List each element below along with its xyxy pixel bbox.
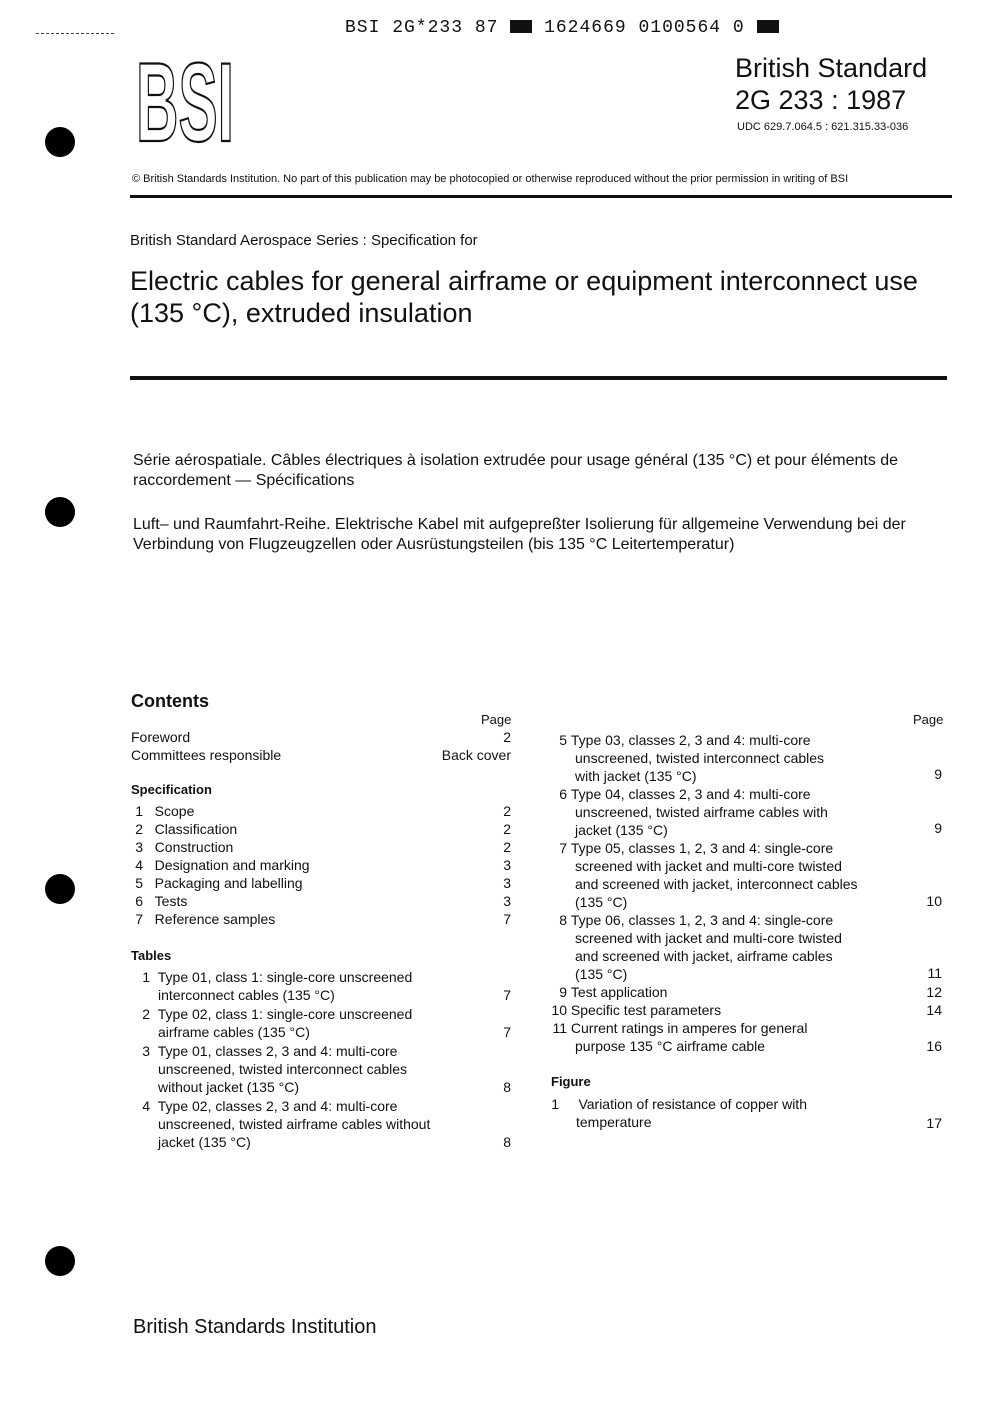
- bsi-logo: [136, 40, 234, 165]
- table-entry: 5 Type 03, classes 2, 3 and 4: multi-core unscreened, twisted interconnect cables with jacket (135 °C): [559, 732, 825, 784]
- udc-code: UDC 629.7.064.5 : 621.315.33-036: [737, 121, 909, 133]
- title-divider: [130, 376, 947, 380]
- table-entry: 2 Type 02, class 1: single-core unscreened airframe cables (135 °C): [142, 1006, 413, 1040]
- header-serial: 1624669 0100564 0: [544, 18, 745, 38]
- divider: [130, 195, 952, 198]
- german-title: Luft– und Raumfahrt-Reihe. Elektrische Kabel mit aufgepreßter Isolierung für allgemeine Verwendung bei der Verbindung von Flugzeugzellen oder Ausrüstungsteilen (bis 135 °C Leitertemperatur): [133, 516, 906, 553]
- spec-entry: 4 Designation and marking: [135, 857, 310, 873]
- spec-pages: 2 2 2 3 3 3 7: [503, 803, 511, 927]
- logo-text: BSI: [136, 40, 234, 165]
- publisher-footer: British Standards Institution: [133, 1316, 377, 1338]
- page-column-heading: Page: [913, 712, 944, 727]
- toc-page: 16: [926, 1038, 942, 1054]
- tables-heading: Tables: [131, 948, 172, 963]
- spec-heading: Specification: [131, 782, 212, 797]
- spec-entry: 3 Construction: [135, 839, 234, 855]
- scan-artifact-line: [36, 33, 114, 34]
- table-entry: 3 Type 01, classes 2, 3 and 4: multi-core unscreened, twisted interconnect cables without jacket (135 °C): [142, 1043, 408, 1095]
- punch-hole: [45, 127, 75, 157]
- toc-page: 8: [503, 1079, 511, 1095]
- series-line: British Standard Aerospace Series : Specification for: [130, 232, 478, 249]
- header-code: BSI 2G*233 87: [345, 18, 499, 38]
- spec-entry: 1 Scope: [135, 803, 195, 819]
- contents-heading: Contents: [131, 691, 209, 711]
- standard-number: 2G 233 : 1987: [735, 85, 907, 115]
- spec-entry: 7 Reference samples: [135, 911, 276, 927]
- table-entry: 7 Type 05, classes 1, 2, 3 and 4: single-core screened with jacket and multi-core twisted and screened with jacket, interconnect cables (135 °C): [559, 840, 858, 910]
- copyright-notice: © British Standards Institution. No part of this publication may be photocopied or otherwise reproduced without the prior permission in writing of BSI: [132, 173, 849, 185]
- toc-page: 2: [503, 729, 511, 745]
- table-entry: 11 Current ratings in amperes for general purpose 135 °C airframe cable: [552, 1020, 808, 1054]
- page-column-heading: Page: [481, 712, 512, 727]
- punch-hole: [45, 1246, 75, 1276]
- toc-page: 9: [934, 766, 942, 782]
- spec-entry: 6 Tests: [135, 893, 188, 909]
- spec-entry: 2 Classification: [135, 821, 238, 837]
- table-entry: 10 Specific test parameters: [551, 1002, 722, 1018]
- toc-entry: Foreword: [131, 729, 191, 745]
- spec-entry: 5 Packaging and labelling: [135, 875, 303, 891]
- french-title: Série aérospatiale. Câbles électriques à isolation extrudée pour usage général (135 °C) et pour éléments de raccordement — Spécifications: [133, 452, 899, 489]
- standard-title: British Standard: [735, 53, 928, 83]
- table-entry: 6 Type 04, classes 2, 3 and 4: multi-core unscreened, twisted airframe cables with jacket (135 °C): [559, 786, 828, 838]
- table-entry: 8 Type 06, classes 1, 2, 3 and 4: single-core screened with jacket and multi-core twisted and screened with jacket, airframe cables (135 °C): [559, 912, 842, 982]
- document-code-header: [345, 18, 779, 38]
- toc-page: 10: [926, 893, 942, 909]
- figure-entry: 1 Variation of resistance of copper with temperature: [551, 1096, 807, 1130]
- table-entry: 4 Type 02, classes 2, 3 and 4: multi-core unscreened, twisted airframe cables without jacket (135 °C): [142, 1098, 431, 1150]
- toc-page: Back cover: [441, 747, 511, 763]
- toc-page: 9: [934, 820, 942, 836]
- toc-page: 12: [926, 984, 942, 1000]
- toc-entry: Committees responsible: [131, 747, 282, 763]
- toc-page: 14: [926, 1002, 942, 1018]
- document-title: Electric cables for general airframe or equipment interconnect use (135 °C), extruded insulation: [130, 266, 918, 328]
- redaction-block: [757, 20, 779, 33]
- figure-heading: Figure: [551, 1074, 591, 1089]
- punch-hole: [45, 874, 75, 904]
- spec-list: [131, 802, 310, 928]
- toc-page: 11: [927, 965, 942, 981]
- redaction-block: [510, 20, 532, 33]
- table-entry: 1 Type 01, class 1: single-core unscreened interconnect cables (135 °C): [142, 969, 413, 1003]
- toc-page: 7: [503, 987, 511, 1003]
- toc-page: 7: [503, 1024, 511, 1040]
- toc-page: 17: [926, 1115, 942, 1131]
- table-entry: 9 Test application: [559, 984, 668, 1000]
- punch-hole: [45, 497, 75, 527]
- toc-page: 8: [503, 1134, 511, 1150]
